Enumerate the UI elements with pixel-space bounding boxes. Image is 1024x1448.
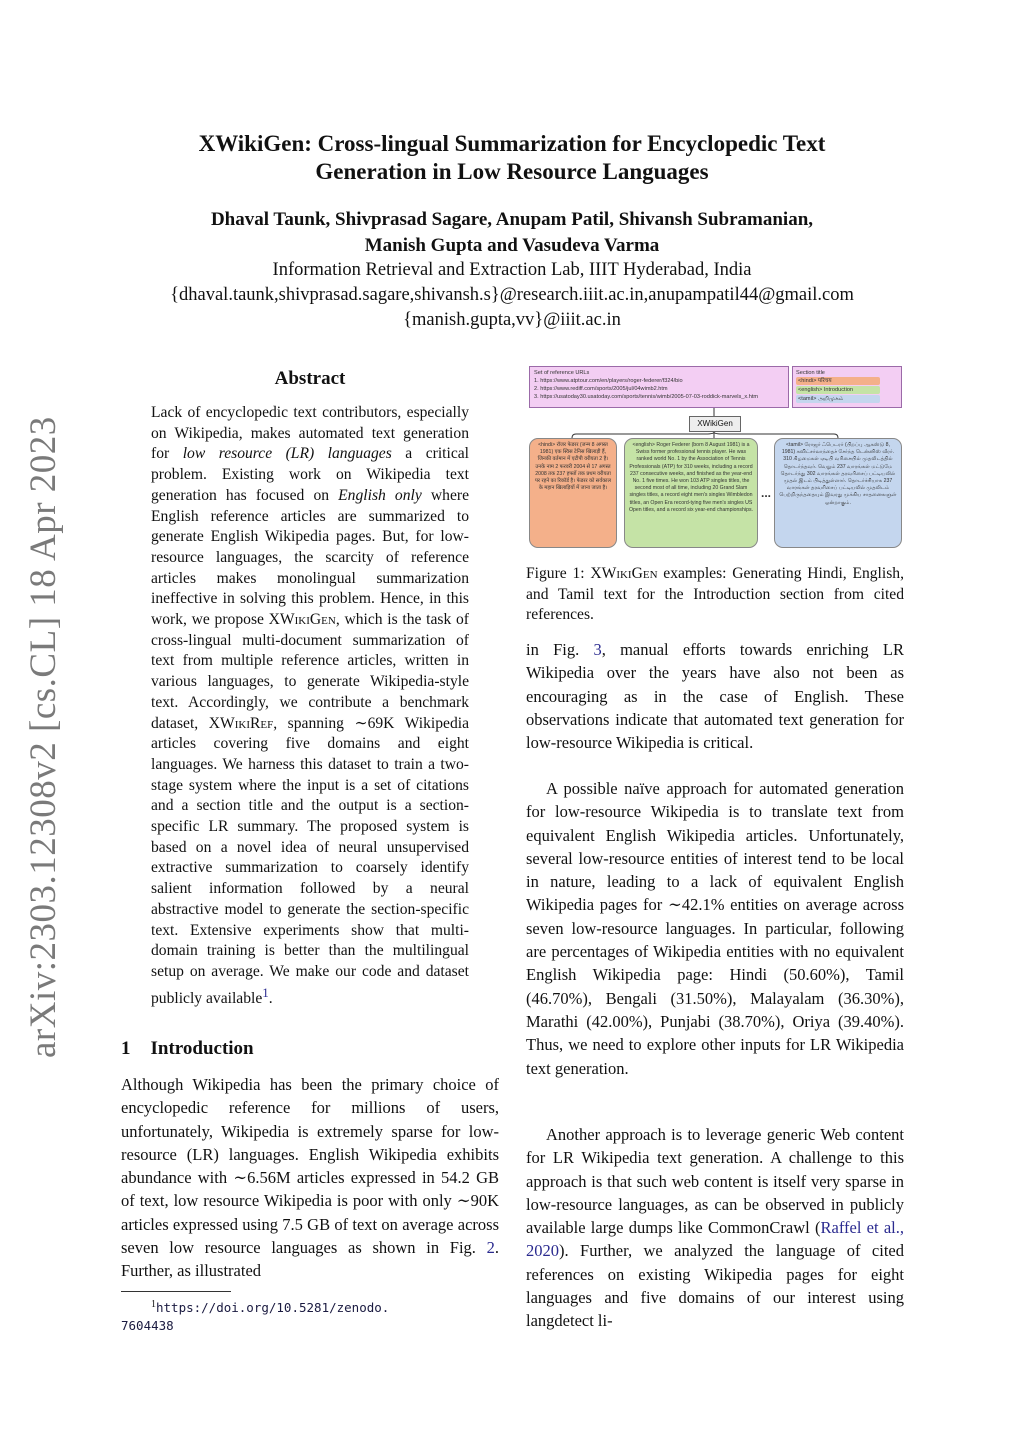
dataset-name: XWikiRef	[208, 714, 274, 732]
abstract-text: where English reference articles are summarized to generate English Wikipedia pages. But, for low-resource languages, the scarcity of reference articles makes monolingual summarization ineffective in solving this problem. Hence, in this work, we propose	[151, 486, 469, 629]
title-line-1: XWikiGen: Cross-lingual Summarization for Encyclopedic Text	[198, 131, 826, 156]
authors-line-2: Manish Gupta and Vasudeva Varma	[364, 235, 660, 256]
reference-url: 3. https://usatoday30.usatoday.com/sports/tennis/wimb/2005-07-03-roddick-marvels_x.htm	[534, 394, 759, 400]
method-name: XWikiGen	[268, 611, 336, 629]
figure-1	[526, 366, 904, 550]
email-line-2: {manish.gupta,vv}@iiit.ac.in	[403, 310, 621, 330]
abstract-text: , which is the task of cross-lingual multi-document summarization of text from multiple reference articles, written in various languages, to generate Wikipedia-style text. Accordingly, we contribute a benchmark dataset,	[151, 611, 469, 732]
intro-text: in Fig.	[526, 640, 594, 659]
footnote-rule	[121, 1291, 231, 1292]
hindi-output: <hindi> रॉजर फेडरर (जन्म 8 अगस्त 1981) एक स्विस टेनिस खिलाड़ी हैं, जिनकी वर्तमान में एटीपी वरीयता 2 है। उनके नाम 2 फरवरी 2004 से 17 अगस्त 2008 तक 237 हफ्तों तक प्रथम वरीयता पर रहने का रिकॉर्ड है। फेडरर को सर्वकाल के महान खिलाड़ियों में जाना जाता है।	[529, 438, 617, 548]
intro-text: ). Further, we analyzed the language of cited references on existing Wikipedia pages for eight languages and five domains of our interest using langdetect li-	[526, 1241, 904, 1331]
intro-paragraph-3	[526, 777, 904, 1080]
english-tag: <english> Introduction	[796, 386, 880, 394]
footnote-url[interactable]: https://doi.org/10.5281/zenodo.	[156, 1300, 390, 1316]
intro-paragraph-1	[121, 1073, 499, 1283]
citation-link[interactable]: Raffel et al., 2020	[526, 1218, 905, 1261]
abstract-text: , spanning ∼69K Wikipedia articles covering five domains and eight languages. We harness this dataset to train a two-stage system where the input is a set of citations and a section title and the output is a section-specific LR summary. The proposed system is based on a novel idea of neural unsupervised extractive summarization to coarsely identify salient information followed by a neural abstractive model to generate the section-specific text. Extensive experiments show that multi-domain training is better than the multilingual setup on average. We make our code and dataset publicly available	[151, 714, 469, 1007]
footnote-mark: 1	[151, 1299, 156, 1310]
email-line-1: {dhaval.taunk,shivprasad.sagare,shivansh.s}@research.iiit.ac.in,anupampatil44@gmail.com	[170, 285, 854, 305]
reference-urls-box	[529, 366, 789, 408]
caption-method-name: XWikiGen	[590, 565, 658, 582]
abstract-emphasis: low resource (LR) languages	[182, 445, 392, 463]
footnote-url[interactable]: 7604438	[121, 1318, 174, 1334]
tamil-tag: <tamil> அறிமுகம்	[796, 395, 880, 403]
title-line-2: Generation in Low Resource Languages	[315, 159, 709, 184]
footnote	[121, 1296, 499, 1335]
intro-text: . Further, as illustrated	[121, 1238, 499, 1281]
reference-url: 1. https://www.atptour.com/en/players/roger-federer/f324/bio	[534, 378, 683, 384]
paper-title	[120, 130, 904, 186]
arxiv-identifier: arXiv:2303.12308v2 [cs.CL] 18 Apr 2023	[23, 416, 64, 1058]
abstract-heading: Abstract	[274, 368, 346, 389]
reference-url: 2. https://www.rediff.com/sports/2005/jul/04wimb2.htm	[534, 386, 668, 392]
intro-text: A possible naïve approach for automated generation for low-resource Wikipedia is to translate text from equivalent English Wikipedia articles. Unfortunately, several low-resource entities of interest tend to be local in nature, leading to a lack of equivalent English Wikipedia pages for ∼42.1% entities on average across seven low-resource languages. In particular, following are percentages of Wikipedia entities with no equivalent English Wikipedia page: Hindi (50.60%), Tamil (46.70%), Bengali (31.50%), Malayalam (36.30%), Marathi (42.00%), Punjabi (38.70%), Oriya (39.40%). Thus, we need to explore other inputs for LR Wikipedia text generation.	[526, 779, 904, 1078]
figure-ref-link[interactable]: 2	[486, 1238, 495, 1258]
figure-1-caption	[526, 564, 904, 626]
abstract-text: Lack of encyclopedic text contributors, especially on Wikipedia, makes automated text generation for	[151, 404, 469, 463]
intro-text: , manual efforts towards enriching LR Wikipedia over the years have also not been as encouraging as in the case of English. These observations indicate that automated text generation for low-resource Wikipedia is critical.	[526, 640, 904, 753]
intro-text: Another approach is to leverage generic Web content for LR Wikipedia text generation. A challenge to this approach is that such web content is itself very sparse in low-resource languages, as can be observed in publicly available large dumps like CommonCrawl (	[526, 1125, 904, 1238]
figure-ref-link[interactable]: 3	[593, 640, 602, 659]
tamil-output: <tamil> ரோஜர் ஃபெடரர் (பிறப்பு ஆகஸ்டு 8, 1981) சுவிட்சர்லாந்தைச் சேர்ந்த டென்னிஸ் வீரர். 310 கிழமைகள் ஏடிபி வரிசையில் முதலிடத்தில் தொடர்ந்தவர். வெறும் 237 வாரங்கள் மட்டுமே தொடர்ந்து 302 வாரங்கள் தரவரிசைப் பட்டியலில் முதல் இடம் பிடித்துள்ளார். தொடர்ச்சியாக 237 வாரங்கள் தரவரிசைப் பட்டியலில் முதலிடம் பெற்றிருந்ததையும் இவரது முக்கிய சாதனைகளுள் ஒன்றாகும்.	[774, 438, 902, 548]
affiliation-block	[100, 258, 924, 333]
affiliation: Information Retrieval and Extraction Lab, IIIT Hyderabad, India	[272, 260, 752, 280]
intro-text: Although Wikipedia has been the primary choice of encyclopedic reference for millions of users, unfortunately, Wikipedia is extremely sparse for low-resource (LR) languages. English Wikipedia exhibits abundance with ∼6.56M articles expressed in 54.2 GB of text, low resource Wikipedia is poor with only ∼90K articles expressed using 7.5 GB of text on average across seven low resource languages as shown in Fig.	[121, 1075, 499, 1258]
section-title-label: Section title	[796, 370, 825, 376]
intro-paragraph-2	[526, 638, 904, 754]
authors	[100, 207, 924, 259]
abstract-body	[151, 403, 469, 1010]
abstract-text: .	[268, 989, 273, 1007]
footnote-link[interactable]: 1	[262, 984, 269, 1000]
intro-paragraph-4	[526, 1123, 904, 1333]
caption-label: Figure 1:	[526, 565, 591, 582]
section-title-box	[792, 366, 902, 408]
english-output: <english> Roger Federer (born 8 August 1981) is a Swiss former professional tennis player. He was ranked world No. 1 by the Association of Tennis Professionals (ATP) for 310 weeks, including a record 237 consecutive weeks, and finished as the year-end No. 1 five times. He won 103 ATP singles titles, the second most of all time, including 20 Grand Slam singles titles, a record eight men's singles Wimbledon titles, an Open Era record-tying five men's singles US Open titles, and a record six year-end championships.	[624, 438, 758, 548]
authors-line-1: Dhaval Taunk, Shivprasad Sagare, Anupam Patil, Shivansh Subramanian,	[210, 209, 814, 230]
section-title: Introduction	[150, 1038, 254, 1059]
section-number: 1	[121, 1038, 131, 1059]
hindi-tag: <hindi> परिचय	[796, 377, 880, 385]
ellipsis: ...	[761, 486, 772, 500]
caption-text: examples: Generating Hindi, English, and Tamil text for the Introduction section from cited references.	[526, 565, 904, 624]
abstract-text: a critical problem. Existing work on Wikipedia text generation has focused on	[151, 445, 469, 504]
abstract-emphasis: English only	[338, 486, 422, 504]
model-box: XWikiGen	[689, 416, 741, 432]
urls-title: Set of reference URLs	[534, 370, 590, 376]
section-heading-introduction	[121, 1038, 254, 1060]
